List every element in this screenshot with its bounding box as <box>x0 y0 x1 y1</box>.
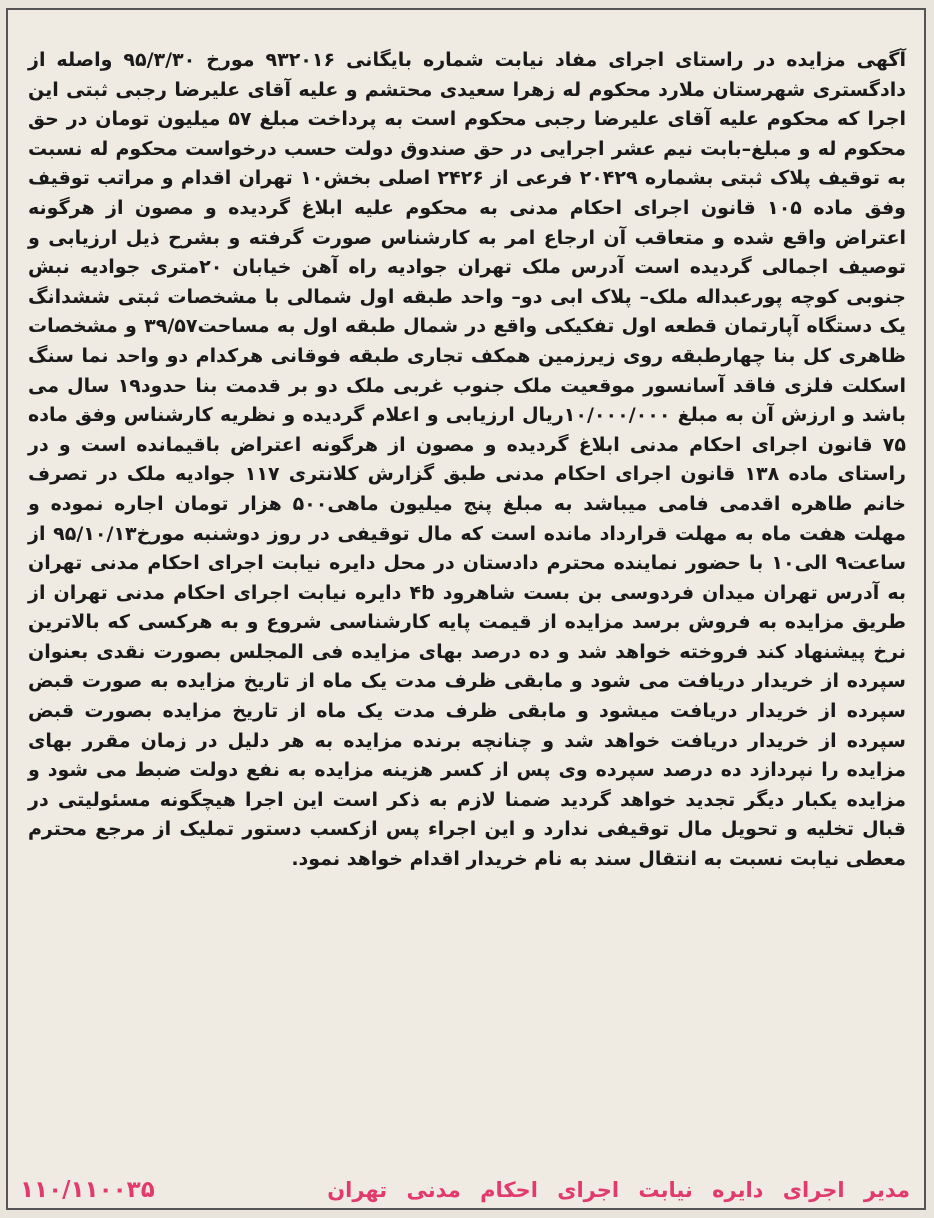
notice-body-text: آگهی مزایده در راستای اجرای مفاد نیابت شماره بایگانی ۹۳۲۰۱۶ مورخ ۹۵/۳/۳۰ واصله از دادگستری شهرستان ملارد محکوم له زهرا سعیدی محتشم و علیه آقای علیرضا رجبی ثبتی این اجرا که محکوم علیه آقای علیرضا رجبی محکوم است به پرداخت مبلغ ۵۷ میلیون تومان در حق محکوم له و مبلغ–بابت نیم عشر اجرایی در حق صندوق دولت حسب درخواست محکوم له نسبت به توقیف پلاک ثبتی بشماره ۲۰۴۲۹ فرعی از ۲۴۲۶ اصلی بخش۱۰ تهران اقدام و مراتب توقیف وفق ماده ۱۰۵ قانون اجرای احکام مدنی به محکوم علیه ابلاغ گردیده و مصون از هرگونه اعتراض واقع شده و متعاقب آن ارجاع امر به کارشناس صورت گرفته و بشرح ذیل ارزیابی و توصیف اجمالی گردیده است آدرس ملک تهران جوادیه راه آهن خیابان ۲۰متری جوادیه نبش جنوبی کوچه پورعبداله ملک– پلاک ابی دو– واحد طبقه اول شمالی با مشخصات ثبتی ششدانگ یک دستگاه آپارتمان قطعه اول تفکیکی واقع در شمال طبقه اول به مساحت۳۹/۵۷ و مشخصات ظاهری کل بنا چهارطبقه روی زیرزمین همکف تجاری طبقه فوقانی هرکدام دو واحد نما سنگ اسکلت فلزی فاقد آسانسور موقعیت ملک جنوب غربی ملک دو بر قدمت بنا حدود۱۹ سال می باشد و ارزش آن به مبلغ ۱۰/۰۰۰/۰۰۰ریال ارزیابی و اعلام گردیده و نظریه کارشناس وفق ماده ۷۵ قانون اجرای احکام مدنی ابلاغ گردیده و مصون از هرگونه اعتراض باقیمانده است و در راستای ماده ۱۳۸ قانون اجرای احکام مدنی طبق گزارش کلانتری ۱۱۷ جوادیه ملک در تصرف خانم طاهره اقدمی فامی میباشد به مبلغ پنج میلیون ماهی۵۰۰ هزار تومان اجاره نموده و مهلت هفت ماه به مهلت قرارداد مانده است که مال توقیفی در روز دوشنبه مورخ۹۵/۱۰/۱۳ از ساعت۹ الی۱۰ با حضور نماینده محترم دادستان در محل دایره نیابت اجرای احکام مدنی تهران به آدرس تهران میدان فردوسی بن بست شاهرود ۴b دایره نیابت اجرای احکام مدنی تهران از طریق مزایده به فروش برسد مزایده از قیمت پایه کارشناسی شروع و به هرکسی که بالاترین نرخ پیشنهاد کند فروخته خواهد شد و ده درصد بهای مزایده فی المجلس بصورت نقدی بعنوان سپرده از خریدار دریافت می شود و مابقی ظرف مدت یک ماه از تاریخ مزایده به صورت قبض سپرده از خریدار دریافت میشود و مابقی ظرف مدت یک ماه از تاریخ مزایده بصورت قبض سپرده از خریدار دریافت خواهد شد و چنانچه برنده مزایده به هر دلیل در زمان مقرر بهای مزایده را نپردازد ده درصد سپرده وی پس از کسر هزینه مزایده به نفع دولت ضبط می شود و مزایده یکبار دیگر تجدید خواهد گردید ضمنا لازم به ذکر است این اجرا هیچگونه مسئولیتی در قبال تخلیه و تحویل مال توقیفی ندارد و این اجراء پس ازکسب دستور تملیک از مرجع محترم معطی نیابت نسبت به انتقال سند به نام خریدار اقدام خواهد نمود. <box>28 49 907 871</box>
notice-code: ۱۱۰/۱۱۰۰۳۵ <box>20 1177 155 1203</box>
signature: مدیر اجرای دایره نیابت اجرای احکام مدنی تهران <box>327 1178 910 1202</box>
notice-footer <box>20 1170 910 1210</box>
auction-notice <box>6 8 926 1210</box>
